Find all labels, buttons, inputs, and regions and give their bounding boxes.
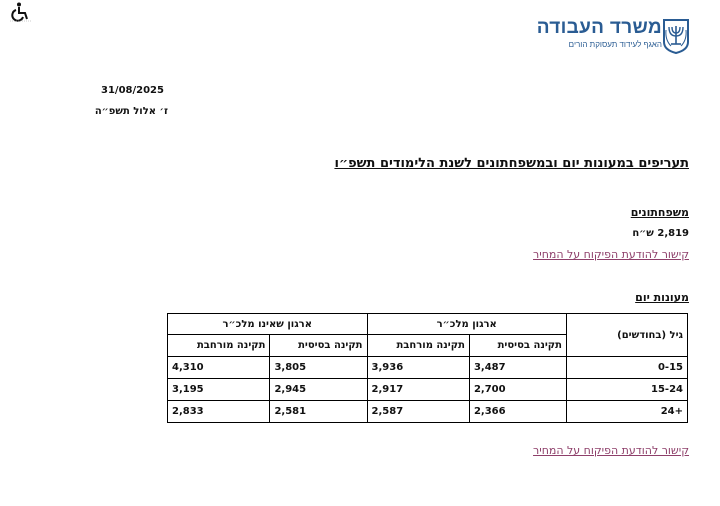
forprofit-group-header: ארגון שאינו מלכ״ר bbox=[168, 314, 368, 335]
table-row bbox=[168, 401, 688, 423]
menorah-emblem-icon bbox=[662, 18, 690, 54]
rate-cell: 2,366 bbox=[469, 401, 566, 423]
hebrew-date: ז׳ אלול תשפ״ה bbox=[94, 106, 168, 117]
accessibility-button[interactable] bbox=[6, 2, 36, 22]
page-title: תעריפים במעונות יום ובמשפחתונים לשנת הלימודים תשפ״ו bbox=[334, 156, 689, 171]
forprofit-basic-header: תקינה בסיסית bbox=[270, 335, 367, 357]
nonprofit-basic-header: תקינה בסיסית bbox=[469, 335, 566, 357]
ministry-name: משרד העבודה bbox=[536, 17, 662, 38]
rate-cell: 4,310 bbox=[168, 357, 270, 379]
age-cell: 24+ bbox=[567, 401, 688, 423]
daycare-centers-heading: מעונות יום bbox=[635, 291, 689, 304]
rate-cell: 3,195 bbox=[168, 379, 270, 401]
rate-cell: 2,945 bbox=[270, 379, 367, 401]
age-cell: 15-24 bbox=[567, 379, 688, 401]
table-row bbox=[168, 379, 688, 401]
rate-cell: 2,917 bbox=[367, 379, 469, 401]
rate-cell: 2,700 bbox=[469, 379, 566, 401]
rate-cell: 2,833 bbox=[168, 401, 270, 423]
nonprofit-extended-header: תקינה מורחבת bbox=[367, 335, 469, 357]
family-daycare-price-link[interactable]: קישור להודעת הפיקוח על המחיר bbox=[533, 248, 689, 261]
rate-cell: 2,587 bbox=[367, 401, 469, 423]
nonprofit-group-header: ארגון מלכ״ר bbox=[367, 314, 566, 335]
wheelchair-icon bbox=[6, 2, 36, 22]
forprofit-extended-header: תקינה מורחבת bbox=[168, 335, 270, 357]
age-cell: 0-15 bbox=[567, 357, 688, 379]
rate-cell: 2,581 bbox=[270, 401, 367, 423]
rate-cell: 3,936 bbox=[367, 357, 469, 379]
rate-cell: 3,487 bbox=[469, 357, 566, 379]
ministry-logo bbox=[537, 18, 662, 50]
rate-cell: 3,805 bbox=[270, 357, 367, 379]
gregorian-date: 31/08/2025 bbox=[101, 85, 164, 96]
family-daycare-price: 2,819 ש״ח bbox=[632, 228, 689, 239]
daycare-price-link[interactable]: קישור להודעת הפיקוח על המחיר bbox=[533, 444, 689, 457]
age-column-header: גיל (בחודשים) bbox=[567, 314, 688, 357]
table-row bbox=[168, 357, 688, 379]
family-daycare-heading: משפחתונים bbox=[630, 206, 689, 219]
ministry-subtitle: האגף לעידוד תעסוקת הורים bbox=[568, 40, 662, 49]
rates-table bbox=[167, 313, 688, 423]
